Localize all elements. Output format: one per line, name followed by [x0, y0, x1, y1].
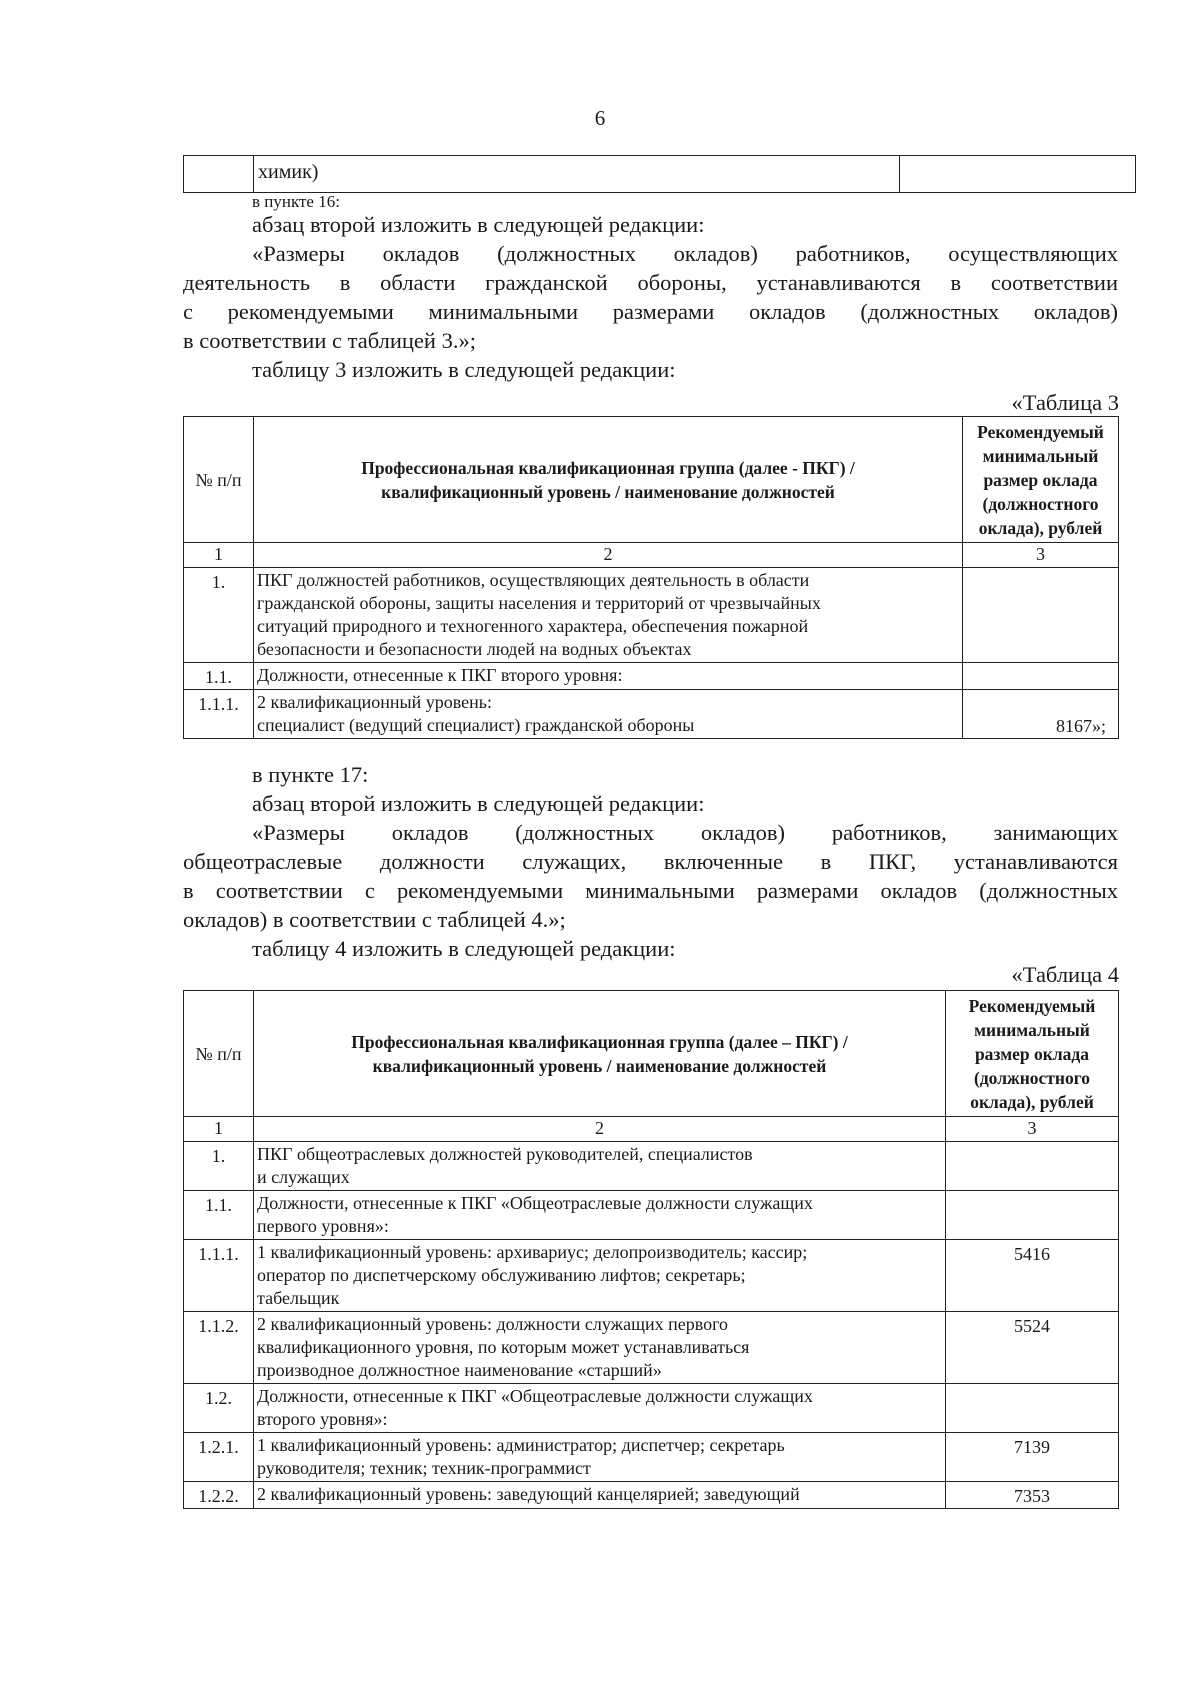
header-salary-line: размер оклада — [974, 1043, 1090, 1064]
text-line: таблицу 3 изложить в следующей редакции: — [252, 357, 676, 382]
row-text-line: оператор по диспетчерскому обслуживанию лифтов; секретарь; — [257, 1265, 746, 1285]
text-line: абзац второй изложить в следующей редакции: — [252, 212, 705, 237]
row-text-line: квалификационного уровня, по которым может устанавливаться — [257, 1337, 750, 1357]
note-point-16: в пункте 16: — [252, 192, 340, 211]
table-row — [184, 1142, 1119, 1191]
column-index-row — [184, 543, 1119, 568]
row-text-line: 1 квалификационный уровень: администратор; диспетчер; секретарь — [257, 1435, 785, 1455]
row-text-line: руководителя; техник; техник-программист — [257, 1458, 591, 1478]
table-row — [184, 1312, 1119, 1384]
amendment-paragraph-1 — [183, 210, 1118, 384]
table-cell — [184, 156, 254, 193]
table-3-caption: «Таблица 3 — [1011, 390, 1119, 415]
header-salary-line: размер оклада — [983, 469, 1098, 490]
row-value — [963, 568, 1119, 663]
row-text — [254, 663, 963, 690]
row-text — [254, 1433, 946, 1482]
text-line: в пункте 17: — [252, 762, 369, 787]
table-row — [184, 156, 1136, 193]
header-num: № п/п — [184, 417, 254, 543]
text-line: общеотраслевые должности служащих, включенные в ПКГ, устанавливаются — [183, 849, 1118, 874]
column-index-row — [184, 1117, 1119, 1142]
row-text-line: ПКГ общеотраслевых должностей руководителей, специалистов — [257, 1144, 753, 1164]
text-line: в соответствии с таблицей 3.»; — [183, 328, 476, 353]
row-number: 1.1. — [184, 1191, 254, 1240]
row-text-line: производное должностное наименование «старший» — [257, 1360, 662, 1380]
row-text — [254, 1240, 946, 1312]
column-index: 1 — [184, 1117, 254, 1142]
header-group-line: квалификационный уровень / наименование должностей — [381, 481, 835, 502]
row-number: 1.2.2. — [184, 1482, 254, 1509]
row-value — [946, 1384, 1119, 1433]
table-row — [184, 663, 1119, 690]
row-text-line: 1 квалификационный уровень: архивариус; делопроизводитель; кассир; — [257, 1242, 808, 1262]
row-number: 1.1.2. — [184, 1312, 254, 1384]
header-group — [254, 991, 946, 1117]
column-index: 3 — [946, 1117, 1119, 1142]
row-text-line: табельщик — [257, 1288, 340, 1308]
text-line: «Размеры окладов (должностных окладов) работников, осуществляющих — [252, 241, 1118, 266]
row-value: 5416 — [946, 1240, 1119, 1312]
table-cell: химик) — [254, 156, 900, 193]
text-line: деятельность в области гражданской обороны, устанавливаются в соответствии — [183, 270, 1118, 295]
row-text-line: Должности, отнесенные к ПКГ второго уровня: — [257, 665, 623, 685]
row-text — [254, 568, 963, 663]
table-3 — [183, 416, 1119, 739]
row-text-line: 2 квалификационный уровень: заведующий канцелярией; заведующий — [257, 1484, 800, 1504]
row-text-line: и служащих — [257, 1167, 350, 1187]
text-line: с рекомендуемыми минимальными размерами окладов (должностных окладов) — [183, 299, 1118, 324]
row-text-line: 2 квалификационный уровень: — [257, 692, 493, 712]
row-text — [254, 690, 963, 739]
row-value — [946, 1191, 1119, 1240]
row-number: 1.1.1. — [184, 1240, 254, 1312]
header-salary-line: Рекомендуемый — [977, 421, 1104, 442]
header-salary-line: оклада), рублей — [978, 517, 1103, 538]
header-salary-line: минимальный — [974, 1019, 1090, 1040]
row-value: 7353 — [946, 1482, 1119, 1509]
amendment-paragraph-2 — [183, 760, 1118, 963]
row-text-line: специалист (ведущий специалист) гражданской обороны — [257, 715, 695, 735]
row-text-line: безопасности и безопасности людей на водных объектах — [257, 639, 692, 659]
column-index: 3 — [963, 543, 1119, 568]
table-header-row — [184, 417, 1119, 543]
text-line: «Размеры окладов (должностных окладов) работников, занимающих — [252, 820, 1118, 845]
page-number: 6 — [594, 106, 606, 130]
header-salary-line: оклада), рублей — [970, 1091, 1094, 1112]
row-value — [946, 1142, 1119, 1191]
column-index: 2 — [254, 543, 963, 568]
row-number: 1. — [184, 1142, 254, 1191]
table-row — [184, 1191, 1119, 1240]
table-row — [184, 568, 1119, 663]
row-value: 8167»; — [963, 690, 1119, 739]
text-line: в соответствии с рекомендуемыми минимальными размерами окладов (должностных — [183, 878, 1118, 903]
row-value: 7139 — [946, 1433, 1119, 1482]
row-text-line: гражданской обороны, защиты населения и территорий от чрезвычайных — [257, 593, 821, 613]
row-text — [254, 1191, 946, 1240]
table-row — [184, 1384, 1119, 1433]
header-salary-line: (должностного — [982, 493, 1099, 514]
row-text-line: 2 квалификационный уровень: должности служащих первого — [257, 1314, 729, 1334]
table-header-row — [184, 991, 1119, 1117]
row-text — [254, 1142, 946, 1191]
row-text — [254, 1482, 946, 1509]
row-text-line: первого уровня»: — [257, 1216, 389, 1236]
text-line: абзац второй изложить в следующей редакции: — [252, 791, 705, 816]
row-number: 1.1. — [184, 663, 254, 690]
row-text — [254, 1384, 946, 1433]
table-row — [184, 1240, 1119, 1312]
table-row — [184, 1433, 1119, 1482]
header-salary-line: минимальный — [982, 445, 1099, 466]
header-salary — [963, 417, 1119, 543]
row-text — [254, 1312, 946, 1384]
row-text-line: Должности, отнесенные к ПКГ «Общеотраслевые должности служащих — [257, 1193, 813, 1213]
row-number: 1. — [184, 568, 254, 663]
header-num: № п/п — [184, 991, 254, 1117]
row-text-line: ситуаций природного и техногенного характера, обеспечения пожарной — [257, 616, 809, 636]
header-group — [254, 417, 963, 543]
header-group-line: квалификационный уровень / наименование должностей — [372, 1055, 827, 1076]
row-value — [963, 663, 1119, 690]
table-4 — [183, 990, 1119, 1509]
row-number: 1.1.1. — [184, 690, 254, 739]
header-salary-line: (должностного — [974, 1067, 1090, 1088]
table-4-caption: «Таблица 4 — [1011, 962, 1119, 987]
header-group-line: Профессиональная квалификационная группа (далее – ПКГ) / — [351, 1031, 848, 1052]
header-salary — [946, 991, 1119, 1117]
header-salary-line: Рекомендуемый — [968, 995, 1096, 1016]
column-index: 2 — [254, 1117, 946, 1142]
continuation-table — [183, 155, 1136, 193]
column-index: 1 — [184, 543, 254, 568]
table-row — [184, 1482, 1119, 1509]
row-number: 1.2.1. — [184, 1433, 254, 1482]
row-text-line: ПКГ должностей работников, осуществляющих деятельность в области — [257, 570, 810, 590]
row-value: 5524 — [946, 1312, 1119, 1384]
header-group-line: Профессиональная квалификационная группа (далее - ПКГ) / — [361, 457, 855, 478]
text-line: окладов) в соответствии с таблицей 4.»; — [183, 907, 566, 932]
row-text-line: второго уровня»: — [257, 1409, 388, 1429]
text-line: таблицу 4 изложить в следующей редакции: — [252, 936, 676, 961]
table-row — [184, 690, 1119, 739]
row-text-line: Должности, отнесенные к ПКГ «Общеотраслевые должности служащих — [257, 1386, 813, 1406]
row-number: 1.2. — [184, 1384, 254, 1433]
table-cell — [900, 156, 1136, 193]
